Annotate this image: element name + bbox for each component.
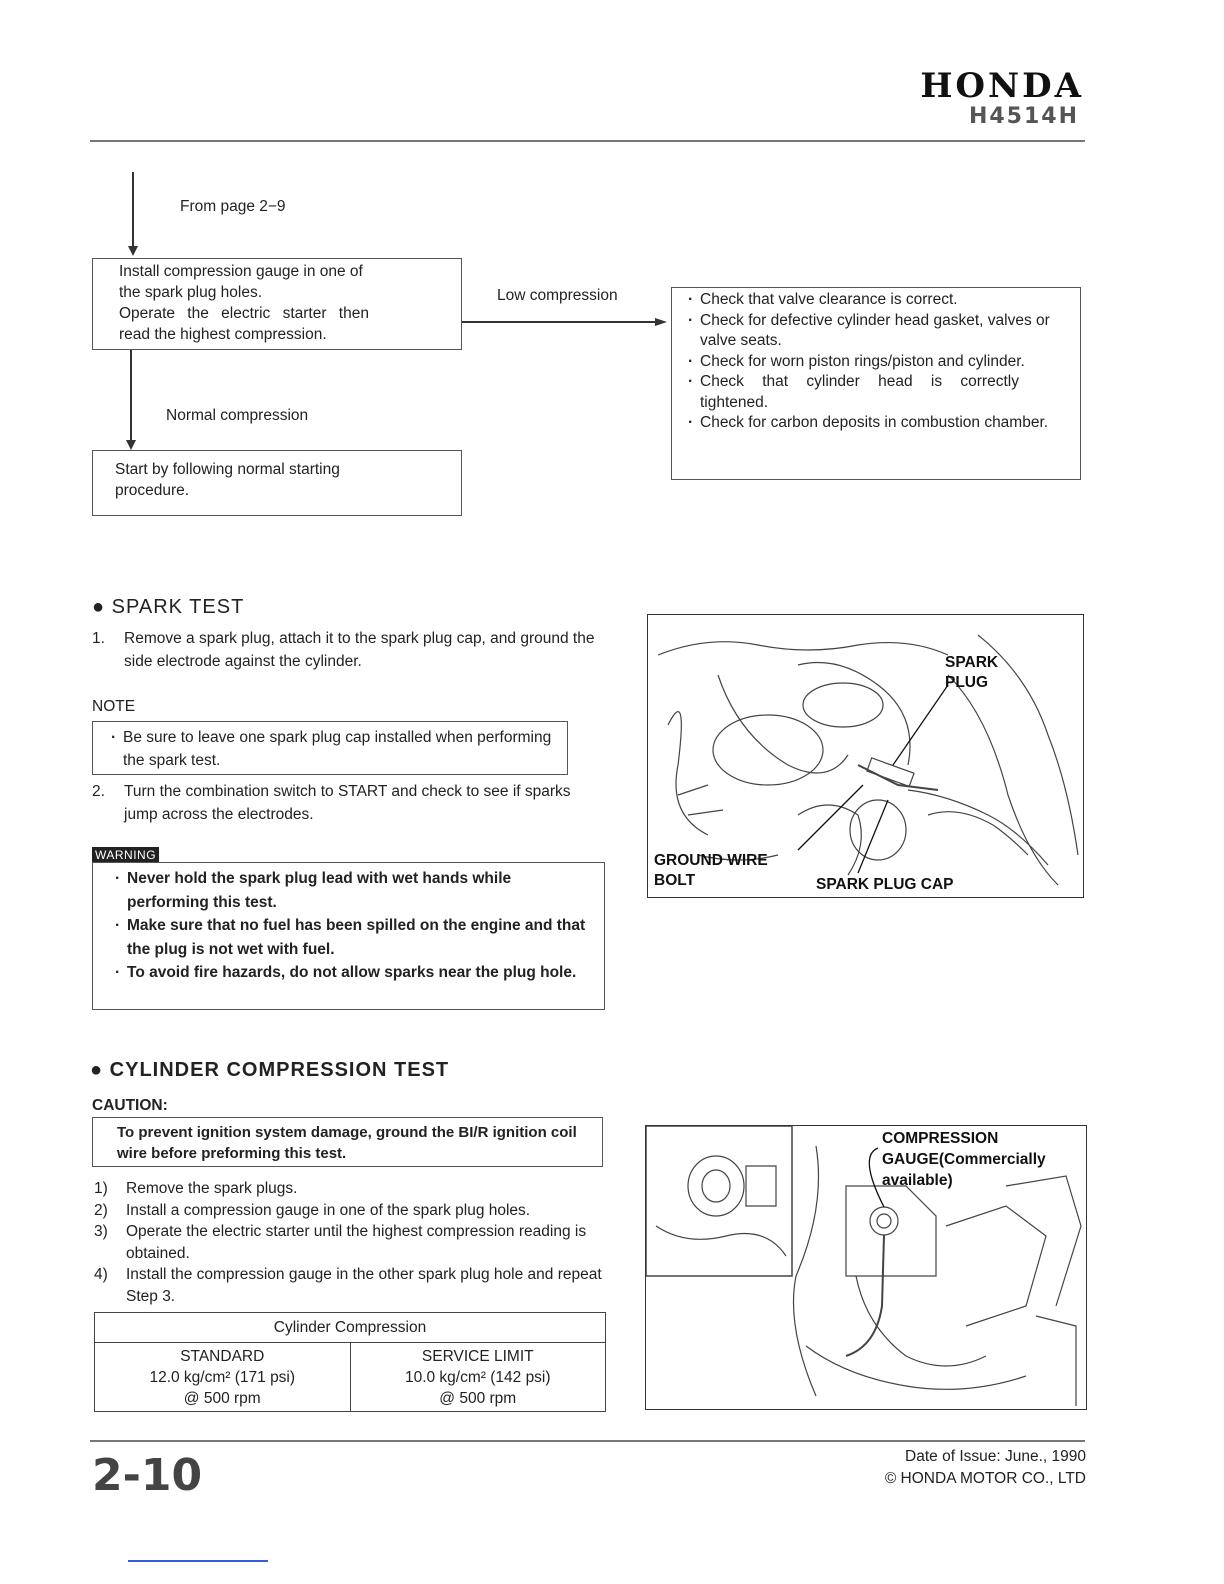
step-text: Remove the spark plugs.	[126, 1180, 298, 1197]
standard-value: 12.0 kg/cm² (171 psi)	[149, 1368, 296, 1386]
spark-step2	[92, 780, 604, 826]
note-text: · Be sure to leave one spark plug cap installed when performing the spark test.	[111, 726, 557, 772]
step-text: Operate the electric starter until the highest compression reading is obtained.	[126, 1223, 587, 1262]
step-number: 1)	[94, 1180, 108, 1197]
caution-box	[92, 1117, 603, 1167]
flow-arrow-down-icon	[128, 246, 138, 256]
step-text: Install the compression gauge in the other spark plug hole and repeat Step 3.	[126, 1266, 602, 1305]
list-item	[94, 1264, 604, 1307]
caution-label: CAUTION:	[92, 1097, 168, 1114]
check-item: · Check that cylinder head is correctly tightened.	[688, 372, 1068, 413]
flow-line-middle	[130, 350, 132, 446]
warning-item: · Never hold the spark plug lead with wet hands while performing this test.	[115, 867, 592, 914]
issue-date: Date of Issue: June., 1990	[905, 1448, 1086, 1465]
step-number: 1.	[92, 630, 105, 647]
spark-test-title: SPARK TEST	[111, 596, 245, 618]
limit-header: SERVICE LIMIT	[421, 1347, 534, 1365]
compression-gauge-label: COMPRESSION GAUGE(Commercially available)	[882, 1130, 1046, 1189]
step2-line: Start by following normal starting	[115, 461, 340, 478]
note-label: NOTE	[92, 698, 136, 715]
ground-wire-bolt-label: GROUND WIRE BOLT	[654, 852, 768, 889]
page-number: 2-10	[92, 1450, 203, 1501]
step-text: Install a compression gauge in one of the spark plug holes.	[126, 1201, 531, 1219]
compression-spec-table	[94, 1312, 606, 1412]
flow-checks-box	[671, 287, 1081, 480]
flow-step2-box	[92, 450, 462, 516]
low-compression-label: Low compression	[497, 287, 618, 304]
spark-step1	[92, 627, 604, 673]
check-item: · Check for worn piston rings/piston and cylinder.	[688, 352, 1068, 373]
brand-logo: HONDA	[920, 66, 1084, 106]
check-item: · Check for defective cylinder head gasket, valves or valve seats.	[688, 311, 1068, 352]
flow-line-top	[132, 172, 134, 252]
spark-test-heading	[92, 597, 244, 618]
table-title: Cylinder Compression	[95, 1313, 606, 1343]
copyright: © HONDA MOTOR CO., LTD	[884, 1470, 1086, 1487]
caution-text: To prevent ignition system damage, ground the BI/R ignition coil wire before preforming this test.	[117, 1124, 577, 1162]
compression-test-heading	[90, 1060, 449, 1081]
footer-link-line	[128, 1560, 268, 1562]
flow-step1-box	[92, 258, 462, 350]
step-number: 3)	[94, 1223, 108, 1240]
spark-plug-cap-label: SPARK PLUG CAP	[816, 876, 954, 893]
note-box	[92, 721, 568, 775]
step1-line: read the highest compression.	[119, 326, 327, 343]
spark-test-figure	[647, 614, 1084, 898]
flow-arrow-down-icon	[126, 440, 136, 450]
step-text: Remove a spark plug, attach it to the spark plug cap, and ground the side electrode against the cylinder.	[124, 630, 595, 670]
flow-arrow-right-icon	[655, 318, 667, 326]
check-item: · Check that valve clearance is correct.	[688, 290, 1068, 311]
limit-cell	[350, 1343, 606, 1412]
model-code: H4514H	[968, 104, 1079, 129]
warning-item: · Make sure that no fuel has been spilled on the engine and that the plug is not wet with fuel.	[115, 914, 592, 961]
footer-rule	[90, 1440, 1085, 1442]
limit-value: 10.0 kg/cm² (142 psi)	[404, 1368, 551, 1386]
step1-line: the spark plug holes.	[119, 284, 263, 301]
flow-line-right	[462, 321, 660, 323]
step-number: 2)	[94, 1201, 108, 1219]
list-item	[94, 1221, 604, 1264]
limit-rpm: @ 500 rpm	[439, 1389, 517, 1407]
compression-steps	[94, 1178, 604, 1307]
from-page-text: From page 2−9	[180, 198, 286, 215]
step2-line: procedure.	[115, 482, 190, 499]
bullet-icon: ●	[92, 596, 106, 618]
standard-cell	[95, 1343, 351, 1412]
step-text: Turn the combination switch to START and check to see if sparks jump across the electrodes.	[124, 783, 571, 823]
footer-info	[885, 1446, 1086, 1490]
standard-rpm: @ 500 rpm	[183, 1389, 261, 1407]
header-rule	[90, 140, 1085, 142]
list-item	[94, 1200, 604, 1222]
list-item	[94, 1178, 604, 1200]
check-item: · Check for carbon deposits in combustion chamber.	[688, 413, 1068, 434]
warning-label: WARNING	[92, 847, 159, 863]
step-number: 2.	[92, 783, 105, 800]
warning-box	[92, 862, 605, 1010]
compression-gauge-figure	[645, 1125, 1087, 1410]
compression-test-title: CYLINDER COMPRESSION TEST	[109, 1059, 450, 1081]
standard-header: STANDARD	[180, 1347, 265, 1365]
step1-line: Install compression gauge in one of	[119, 263, 363, 280]
normal-compression-label: Normal compression	[166, 407, 309, 424]
spark-plug-label: SPARK PLUG	[945, 654, 999, 691]
warning-item: · To avoid fire hazards, do not allow sparks near the plug hole.	[115, 961, 592, 985]
bullet-icon: ●	[90, 1059, 104, 1081]
step1-line: Operate the electric starter then	[119, 305, 369, 322]
step-number: 4)	[94, 1266, 108, 1283]
